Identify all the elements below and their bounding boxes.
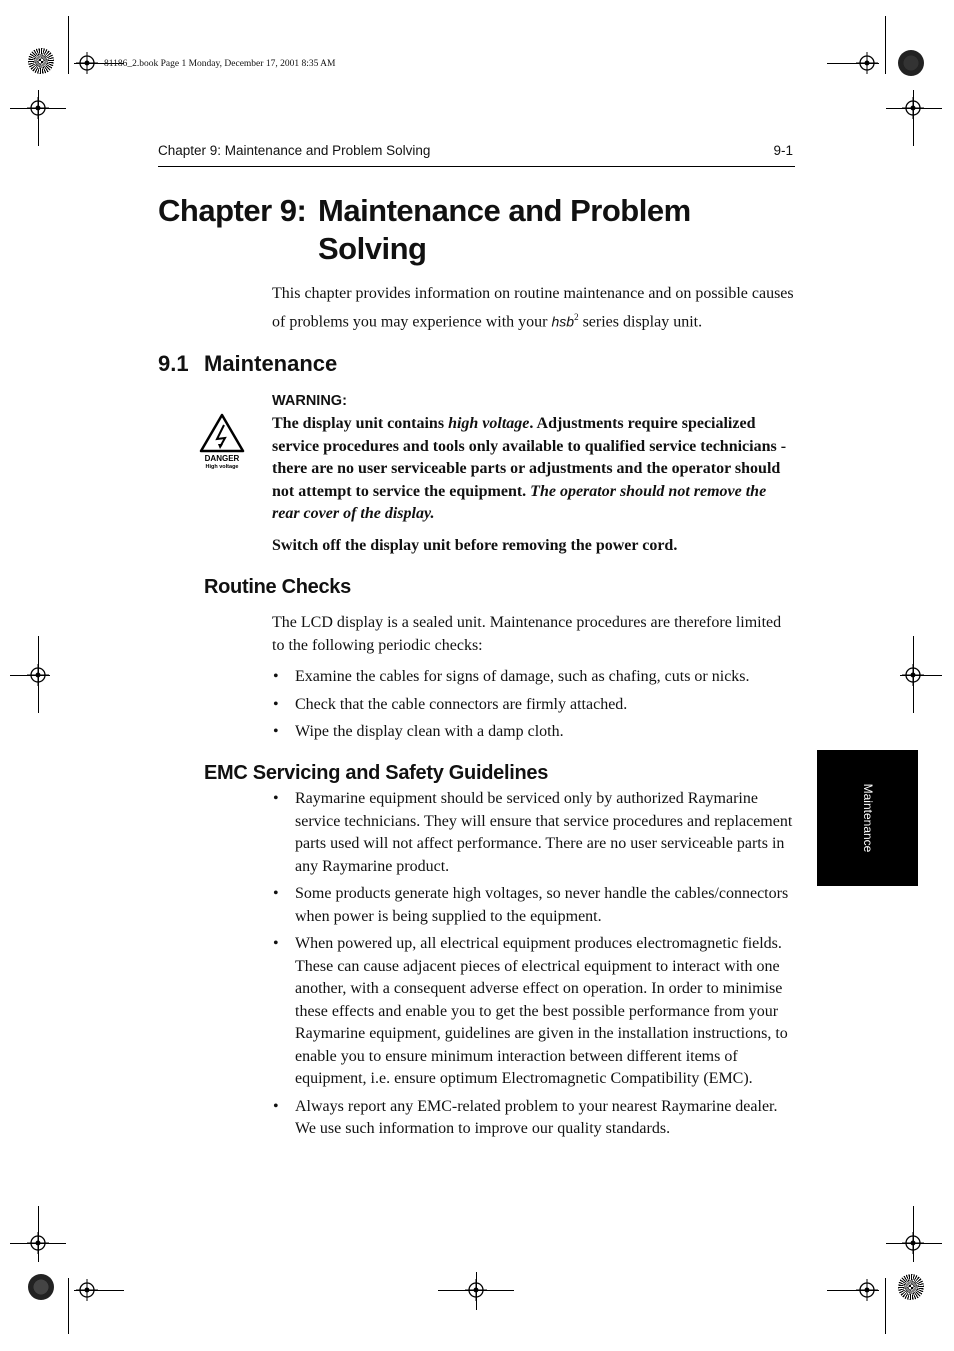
page-number: 9-1 bbox=[773, 143, 793, 158]
list-item bbox=[272, 721, 797, 744]
bullet: • bbox=[273, 1097, 279, 1115]
color-rosette-icon bbox=[898, 1274, 924, 1300]
list-item bbox=[272, 666, 797, 689]
danger-sign-text: DANGER bbox=[204, 454, 240, 463]
chapter-thumb-tab bbox=[817, 750, 918, 886]
emc-heading: EMC Servicing and Safety Guidelines bbox=[204, 762, 549, 784]
warning-body bbox=[272, 413, 792, 557]
bullet: • bbox=[273, 935, 279, 952]
warning-paragraph bbox=[272, 413, 792, 526]
registration-mark-icon bbox=[76, 1279, 98, 1301]
warning-text: . Adjustments require specialized service procedures and tools only available to qualified service technicians - there are no user serviceable parts or adjustments and the operator should not attempt to service the equipment. bbox=[272, 415, 787, 500]
section-heading bbox=[158, 351, 337, 377]
emc-list bbox=[272, 788, 797, 1141]
registration-mark-icon bbox=[27, 664, 49, 686]
color-rosette-icon bbox=[28, 1274, 54, 1300]
list-item-text: Some products generate high voltages, so never handle the cables/connectors when power is being supplied to the equipment. bbox=[295, 885, 789, 925]
color-rosette-icon bbox=[28, 48, 54, 74]
registration-mark-icon bbox=[902, 97, 924, 119]
list-item-text: Check that the cable connectors are firmly attached. bbox=[295, 695, 628, 713]
list-item-text: Wipe the display clean with a damp cloth. bbox=[295, 723, 564, 740]
list-item bbox=[272, 933, 797, 1091]
color-rosette-icon bbox=[898, 50, 924, 76]
danger-high-voltage-icon bbox=[199, 413, 245, 471]
registration-mark-icon bbox=[27, 1232, 49, 1254]
list-item bbox=[272, 1096, 797, 1141]
warning-text: The display unit contains bbox=[272, 415, 449, 432]
warning-label: WARNING: bbox=[272, 393, 347, 409]
list-item-text: Always report any EMC-related problem to your nearest Raymarine dealer. We use such information to improve our quality standards. bbox=[295, 1097, 778, 1137]
bullet: • bbox=[273, 790, 279, 807]
section-title: Maintenance bbox=[204, 351, 338, 376]
list-item-text: Examine the cables for signs of damage, such as chafing, cuts or nicks. bbox=[295, 668, 750, 685]
routine-checks-heading: Routine Checks bbox=[204, 576, 351, 598]
intro-paragraph bbox=[272, 283, 797, 333]
routine-checks-list bbox=[272, 666, 797, 744]
routine-checks-section bbox=[272, 612, 797, 749]
section-number: 9.1 bbox=[158, 351, 189, 376]
registration-mark-icon bbox=[902, 1232, 924, 1254]
registration-mark-icon bbox=[902, 664, 924, 686]
file-slug: 81186_2.book Page 1 Monday, December 17, 2001 8:35 AM bbox=[104, 59, 336, 69]
warning-power-note: Switch off the display unit before removing the power cord. bbox=[272, 536, 678, 554]
chapter-title-line2: Solving bbox=[318, 231, 427, 266]
list-item bbox=[272, 788, 797, 878]
list-item-text: Raymarine equipment should be serviced only by authorized Raymarine service technicians. They will ensure that service procedures and replacement parts used will not affect performance. There are no user serviceable parts in any Raymarine product. bbox=[295, 790, 793, 875]
list-item-text: When powered up, all electrical equipment produces electromagnetic fields. These can cause adjacent pieces of electrical equipment to interact with one another, with a consequent adverse effect on operation. In order to minimise these effects and enable you to get the best possible performance from your Raymarine equipment, guidelines are given in the installation instructions, to enable you to ensure minimum interaction between different items of equipment, i.e. ensure optimum Electromagnetic Compatibility (EMC). bbox=[295, 935, 788, 1087]
intro-text: This chapter provides information on routine maintenance and on possible causes of problems you may experience with your bbox=[272, 285, 794, 330]
warning-emphasis: high voltage bbox=[448, 415, 530, 432]
danger-sign-subtext: High voltage bbox=[205, 464, 239, 470]
warning-emphasis: The operator should not remove the rear cover of the display. bbox=[272, 482, 767, 522]
intro-text-end: series display unit. bbox=[578, 312, 703, 330]
list-item bbox=[272, 883, 797, 928]
registration-mark-icon bbox=[465, 1279, 487, 1301]
list-item bbox=[272, 694, 797, 717]
chapter-title-line1: Maintenance and Problem bbox=[318, 193, 691, 228]
registration-mark-icon bbox=[27, 97, 49, 119]
chapter-number: Chapter 9: bbox=[158, 193, 307, 228]
registration-mark-icon bbox=[76, 52, 98, 74]
running-header-title: Chapter 9: Maintenance and Problem Solving bbox=[158, 143, 431, 158]
thumb-tab-label: Maintenance bbox=[860, 783, 875, 853]
bullet: • bbox=[273, 668, 279, 685]
bullet: • bbox=[273, 723, 279, 740]
routine-checks-intro: The LCD display is a sealed unit. Maintenance procedures are therefore limited to the following periodic checks: bbox=[272, 614, 782, 654]
chapter-title bbox=[158, 192, 691, 268]
registration-mark-icon bbox=[856, 52, 878, 74]
product-name: hsb bbox=[551, 312, 575, 329]
registration-mark-icon bbox=[856, 1279, 878, 1301]
bullet: • bbox=[273, 695, 279, 713]
running-header bbox=[158, 142, 795, 167]
bullet: • bbox=[273, 885, 279, 902]
product-superscript: 2 bbox=[574, 311, 579, 322]
emc-section bbox=[272, 788, 797, 1146]
